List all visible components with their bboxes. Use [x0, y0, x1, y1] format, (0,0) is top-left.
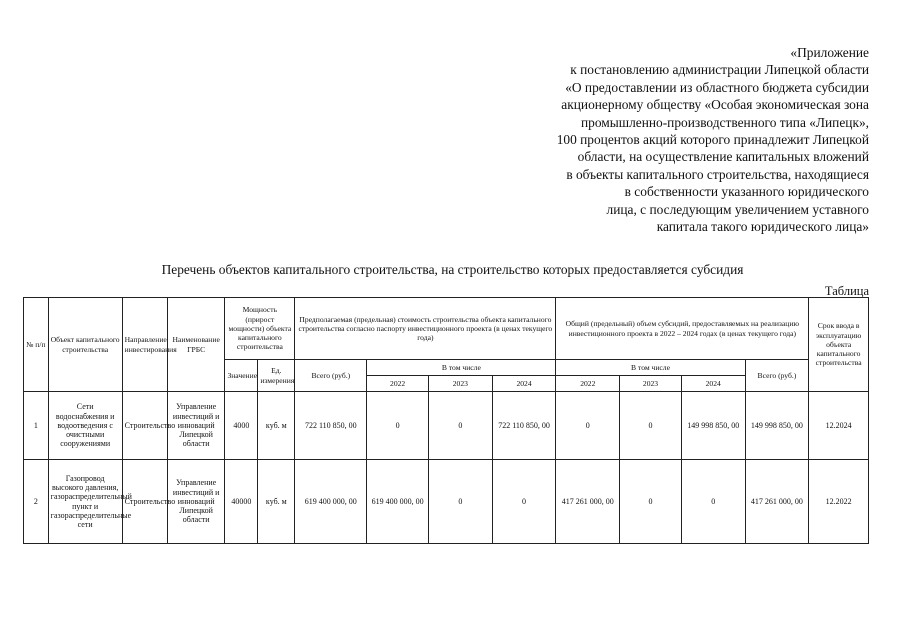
cell-est-total: 722 110 850, 00 — [295, 392, 367, 460]
cell-sub-2023: 0 — [620, 460, 682, 544]
cell-sub-2023: 0 — [620, 392, 682, 460]
cell-sub-2024: 149 998 850, 00 — [681, 392, 745, 460]
header-line: в объекты капитального строительства, находящиеся — [566, 166, 869, 182]
table-label: Таблица — [824, 284, 869, 298]
header-est-2022: 2022 — [367, 376, 429, 392]
header-direction: Направление инвестирования — [122, 298, 167, 392]
header-est-2024: 2024 — [492, 376, 556, 392]
header-sub-total: Всего (руб.) — [745, 360, 809, 392]
cell-cap-value: 4000 — [225, 392, 258, 460]
cell-est-2022: 619 400 000, 00 — [367, 460, 429, 544]
cell-object: Сети водоснабжения и водоотведения с очистными сооружениями — [48, 392, 122, 460]
header-line: промышленно-производственного типа «Липецк», — [580, 114, 869, 130]
cell-direction: Строительство — [122, 392, 167, 460]
cell-est-2024: 0 — [492, 460, 556, 544]
cell-object: Газопровод высокого давления, газораспределительный пункт и газораспределительные сети — [48, 460, 122, 544]
cell-sub-2022: 417 261 000, 00 — [556, 460, 620, 544]
header-subsidy-volume: Общий (предельный) объем субсидий, предоставляемых на реализацию инвестиционного проекта в 2022 – 2024 годах (в ценах текущего года) — [556, 298, 809, 360]
header-est-total: Всего (руб.) — [295, 360, 367, 392]
header-line: области, на осуществление капитальных вложений — [577, 149, 869, 165]
cell-sub-total: 417 261 000, 00 — [745, 460, 809, 544]
header-sub-2022: 2022 — [556, 376, 620, 392]
cell-sub-2024: 0 — [681, 460, 745, 544]
cell-est-2023: 0 — [428, 460, 492, 544]
cell-cap-unit: куб. м — [258, 392, 295, 460]
header-line: 100 процентов акций которого принадлежит Липецкой — [556, 132, 869, 148]
cell-term: 12.2024 — [809, 392, 869, 460]
header-num: № п/п — [24, 298, 49, 392]
header-grbs: Наименование ГРБС — [167, 298, 225, 392]
header-line: к постановлению администрации Липецкой области — [570, 62, 869, 78]
header-capacity: Мощность (прирост мощности) объекта капитального строительства — [225, 298, 295, 360]
cell-est-2022: 0 — [367, 392, 429, 460]
cell-term: 12.2022 — [809, 460, 869, 544]
header-line: капитала такого юридического лица» — [656, 219, 869, 235]
header-sub-2024: 2024 — [681, 376, 745, 392]
header-cap-unit: Ед. измерения — [258, 360, 295, 392]
appendix-header — [489, 44, 869, 235]
header-line: «Приложение — [790, 45, 869, 60]
header-commission-term: Срок ввода в эксплуатацию объекта капитального строительства — [809, 298, 869, 392]
cell-cap-unit: куб. м — [258, 460, 295, 544]
table-row — [24, 392, 869, 460]
cell-num: 2 — [24, 460, 49, 544]
cell-est-2024: 722 110 850, 00 — [492, 392, 556, 460]
objects-table — [23, 297, 869, 544]
cell-est-2023: 0 — [428, 392, 492, 460]
cell-est-total: 619 400 000, 00 — [295, 460, 367, 544]
header-est-2023: 2023 — [428, 376, 492, 392]
header-line: в собственности указанного юридического — [624, 184, 869, 200]
header-line: «О предоставлении из областного бюджета субсидии — [565, 79, 869, 95]
header-sub-including: В том числе — [556, 360, 745, 376]
cell-sub-2022: 0 — [556, 392, 620, 460]
header-line: акционерному обществу «Особая экономическая зона — [561, 97, 869, 113]
document-title: Перечень объектов капитального строительства, на строительство которых предоставляется субсидия — [161, 262, 744, 277]
cell-grbs: Управление инвестиций и инноваций Липецкой области — [167, 392, 225, 460]
cell-grbs: Управление инвестиций и инноваций Липецкой области — [167, 460, 225, 544]
cell-num: 1 — [24, 392, 49, 460]
header-cap-value: Значение — [225, 360, 258, 392]
table-row — [24, 460, 869, 544]
cell-cap-value: 40000 — [225, 460, 258, 544]
cell-direction: Строительство — [122, 460, 167, 544]
header-line: лица, с последующим увеличением уставного — [606, 201, 869, 217]
header-est-including: В том числе — [367, 360, 556, 376]
header-object: Объект капитального строительства — [48, 298, 122, 392]
header-estimated-cost: Предполагаемая (предельная) стоимость строительства объекта капитального строительства согласно паспорту инвестиционного проекта (в ценах текущего года) — [295, 298, 556, 360]
header-sub-2023: 2023 — [620, 376, 682, 392]
cell-sub-total: 149 998 850, 00 — [745, 392, 809, 460]
